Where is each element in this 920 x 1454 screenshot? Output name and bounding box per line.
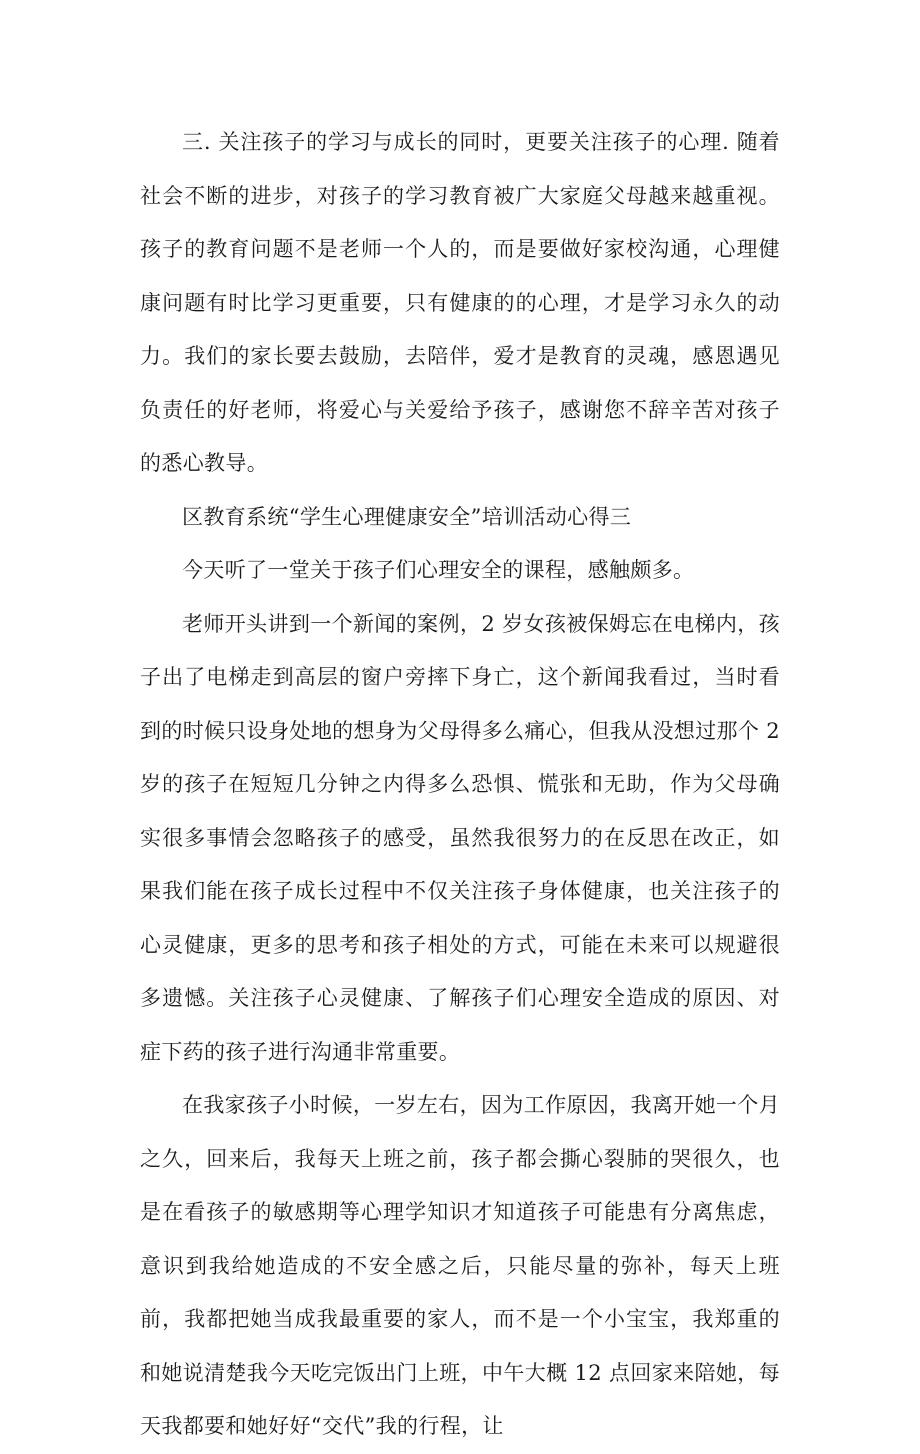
paragraph-news-case: 老师开头讲到一个新闻的案例，2 岁女孩被保姆忘在电梯内，孩子出了电梯走到高层的窗户旁摔下身亡，这个新闻我看过，当时看到的时候只设身处地的想身为父母得多么痛心，但我从没想过那个 2 岁的孩子在短短几分钟之内得多么恐惧、慌张和无助，作为父母确实很多事情会忽略孩子的感受，虽然我很努力的在反思在改正，如果我们能在孩子成长过程中不仅关注孩子身体健康，也关注孩子的心灵健康，更多的思考和孩子相处的方式，可能在未来可以规避很多遗憾。关注孩子心灵健康、了解孩子们心理安全造成的原因、对症下药的孩子进行沟通非常重要。 bbox=[140, 611, 780, 1064]
paragraph-personal-story: 在我家孩子小时候，一岁左右，因为工作原因，我离开她一个月之久，回来后，我每天上班之前，孩子都会撕心裂肺的哭很久，也是在看孩子的敏感期等心理学知识才知道孩子可能患有分离焦虑，意识到我给她造成的不安全感之后，只能尽量的弥补，每天上班前，我都把她当成我最重要的家人，而不是一个小宝宝，我郑重的和她说清楚我今天吃完饭出门上班，中午大概 12 点回家来陪她，每天我都要和她好好“交代”我的行程，让 bbox=[140, 1093, 780, 1438]
paragraph-intro: 今天听了一堂关于孩子们心理安全的课程，感触颇多。 bbox=[182, 558, 695, 582]
article-title: 区教育系统“学生心理健康安全”培训活动心得三 bbox=[182, 504, 632, 529]
paragraph-section-three: 三. 关注孩子的学习与成长的同时，更要关注孩子的心理. 随着社会不断的进步，对孩子的学习教育被广大家庭父母越来越重视。孩子的教育问题不是老师一个人的，而是要做好家校沟通，心理健康问题有时比学习更重要，只有健康的的心理，才是学习永久的动力。我们的家长要去鼓励，去陪伴，爱才是教育的灵魂，感恩遇见负责任的好老师，将爱心与关爱给予孩子，感谢您不辞辛苦对孩子的悉心教导。 bbox=[140, 130, 780, 475]
document-body bbox=[140, 116, 780, 1454]
